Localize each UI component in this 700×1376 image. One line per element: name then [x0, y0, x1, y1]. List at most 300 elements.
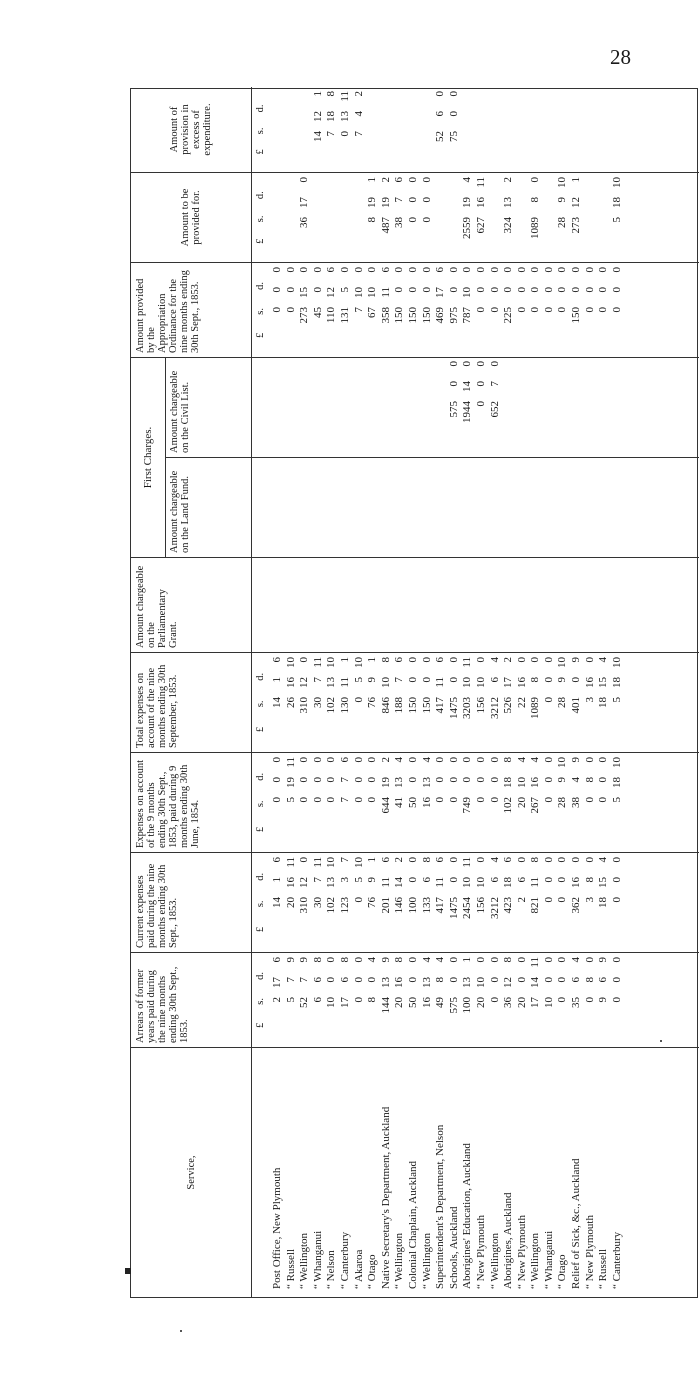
pence-value	[611, 91, 625, 111]
amount-cell	[529, 953, 543, 1047]
shillings-value: 0	[542, 287, 555, 293]
pence-value: 0	[515, 957, 528, 963]
pence-value: 0	[352, 267, 365, 273]
pounds-value: 575	[447, 401, 460, 418]
amount-cell	[570, 263, 584, 357]
col-expenses	[131, 752, 699, 852]
amount-cell	[489, 87, 503, 172]
civil-rows	[271, 357, 624, 457]
pounds-value: 3	[583, 897, 596, 903]
amount-cell	[271, 173, 285, 262]
pence-value: 1	[311, 91, 324, 97]
pounds-value: 0	[474, 307, 487, 313]
pounds-value: 0	[474, 401, 487, 407]
pence-value: 0	[420, 657, 433, 663]
pounds-value: 0	[474, 797, 487, 803]
pounds-value: 0	[542, 897, 555, 903]
shillings-value: 10	[474, 977, 487, 988]
shillings-value: 13	[461, 977, 474, 988]
pounds-value: 36	[502, 997, 515, 1008]
amount-cell	[556, 357, 570, 457]
shillings-value	[597, 197, 611, 217]
speck	[660, 1040, 662, 1042]
shillings-value: 10	[352, 287, 365, 298]
amount-cell	[366, 173, 380, 262]
shillings-value	[434, 381, 448, 401]
pence-value	[366, 91, 380, 111]
pounds-value: 7	[352, 131, 365, 137]
amount-cell	[298, 653, 312, 752]
pounds-value: 487	[379, 217, 392, 234]
pounds-value: 7	[325, 131, 338, 137]
service-label: Superintendent's Department, Nelson	[434, 1124, 447, 1289]
service-label: “ Russell	[597, 1248, 610, 1289]
amount-cell	[325, 653, 339, 752]
pounds-value	[271, 401, 285, 439]
pence-value: 0	[597, 757, 610, 763]
amount-cell	[285, 653, 299, 752]
pence-value: 8	[325, 91, 338, 97]
amount-cell	[489, 753, 503, 852]
shillings-value: 0	[406, 877, 419, 883]
pence-value: 8	[338, 957, 351, 963]
shillings-value: 10	[474, 877, 487, 888]
pounds-value: 644	[379, 797, 392, 814]
shillings-value: 8	[434, 977, 447, 983]
shillings-value: 10	[461, 877, 474, 888]
pence-value: 0	[271, 267, 283, 273]
amount-cell	[461, 653, 475, 752]
pounds-value: 26	[284, 697, 297, 708]
amount-cell	[271, 953, 285, 1047]
pounds-value: 10	[542, 997, 555, 1008]
pounds-value: 267	[529, 797, 542, 814]
pounds-value: 16	[420, 997, 433, 1008]
amount-cell	[366, 753, 380, 852]
pounds-value: 146	[393, 897, 406, 914]
amount-cell	[461, 173, 475, 262]
pounds-value: 2	[515, 897, 528, 903]
pence-value: 10	[284, 657, 297, 668]
amount-cell	[516, 87, 530, 172]
amount-cell	[556, 87, 570, 172]
amount-cell	[502, 263, 516, 357]
amount-cell	[353, 853, 367, 952]
shillings-value: 19	[379, 777, 392, 788]
pence-value: 0	[447, 857, 460, 863]
pounds-value: 1089	[529, 217, 542, 239]
amount-cell	[271, 87, 285, 172]
pounds-value: 0	[610, 997, 623, 1003]
pounds-value: 324	[502, 217, 515, 234]
pence-value	[325, 361, 339, 381]
shillings-value	[611, 111, 625, 131]
shillings-value	[570, 381, 584, 401]
shillings-value: 0	[570, 677, 583, 683]
pounds-value: 75	[447, 131, 460, 142]
shillings-value: 18	[610, 197, 623, 208]
pounds-value: 123	[338, 897, 351, 914]
shillings-value: 9	[366, 677, 379, 683]
margin-mark	[125, 1268, 131, 1274]
shillings-value: 5	[352, 677, 365, 683]
pounds-value: 22	[515, 697, 528, 708]
header-arrears: Arrears of former years paid during the nine months ending 30th Sept., 1853.	[135, 966, 190, 1043]
shillings-value: 7	[311, 877, 324, 883]
pounds-value: 16	[420, 797, 433, 808]
amount-cell	[502, 953, 516, 1047]
pence-value: 0	[461, 267, 474, 273]
amount-cell	[380, 853, 394, 952]
pence-value: 0	[610, 857, 623, 863]
amount-cell	[312, 87, 326, 172]
amount-cell	[312, 753, 326, 852]
shillings-value: 0	[325, 777, 338, 783]
pence-value: 6	[271, 957, 283, 963]
pounds-value: 0	[488, 307, 501, 313]
amount-cell	[543, 263, 557, 357]
shillings-value: 7	[298, 977, 311, 983]
amount-cell	[325, 87, 339, 172]
shillings-value	[421, 381, 435, 401]
amount-cell	[339, 953, 353, 1047]
shillings-value	[407, 381, 421, 401]
pence-value: 0	[583, 757, 596, 763]
pounds-value: 3212	[488, 697, 501, 719]
shillings-value: 10	[379, 677, 392, 688]
shillings-value	[325, 197, 339, 217]
pence-value: 0	[298, 757, 311, 763]
pence-value: 0	[406, 957, 419, 963]
pounds-value: 14	[271, 897, 283, 908]
pence-value: 0	[406, 757, 419, 763]
pounds-value	[366, 401, 380, 439]
pounds-value: 0	[556, 307, 569, 313]
shillings-value: 10	[366, 287, 379, 298]
amount-cell	[489, 853, 503, 952]
shillings-value: 11	[434, 677, 447, 688]
amount-cell	[597, 87, 611, 172]
amount-cell	[285, 953, 299, 1047]
pence-value: 10	[610, 177, 623, 188]
amount-cell	[461, 853, 475, 952]
col-civil-list	[165, 357, 699, 457]
pounds-value: 110	[325, 307, 338, 324]
amount-cell	[502, 87, 516, 172]
shillings-value	[285, 111, 299, 131]
pounds-value: 28	[556, 217, 569, 228]
shillings-value: 3	[338, 877, 351, 883]
service-label: “ Akaroa	[352, 1249, 365, 1289]
pounds-value	[393, 401, 407, 439]
shillings-value: 0	[447, 677, 460, 683]
pence-value	[516, 177, 530, 197]
shillings-value: 9	[556, 777, 569, 783]
pence-value	[584, 177, 598, 197]
amount-cell	[475, 853, 489, 952]
shillings-value: 0	[542, 677, 555, 683]
amount-cell	[475, 653, 489, 752]
pence-value: 6	[379, 267, 392, 273]
shillings-value: 0	[447, 777, 460, 783]
pence-value: 0	[461, 757, 474, 763]
pounds-value	[380, 401, 394, 439]
pounds-value: 20	[393, 997, 406, 1008]
shillings-value: 0	[352, 777, 365, 783]
amount-cell	[285, 173, 299, 262]
shillings-value: 19	[366, 197, 379, 208]
shillings-value: 16	[284, 677, 297, 688]
amount-cell	[285, 87, 299, 172]
shillings-value: 16	[583, 677, 596, 688]
amount-cell	[353, 357, 367, 457]
amount-cell	[489, 173, 503, 262]
amount-cell	[489, 357, 503, 457]
expenses-rows	[271, 753, 624, 852]
shillings-value	[516, 111, 530, 131]
pence-value: 7	[338, 857, 351, 863]
pence-value: 11	[529, 957, 542, 968]
amount-cell	[325, 173, 339, 262]
amount-cell	[448, 173, 462, 262]
pence-value: 0	[447, 361, 460, 367]
amount-cell	[516, 653, 530, 752]
pence-value: 0	[597, 267, 610, 273]
shillings-value: 8	[529, 197, 542, 203]
pence-value	[461, 91, 475, 111]
pounds-value: 3203	[461, 697, 474, 719]
amount-cell	[543, 953, 557, 1047]
header-current: Current expenses paid during the nine months ending 30th Sept., 1853.	[135, 863, 179, 948]
amount-cell	[516, 263, 530, 357]
pounds-value: 9	[597, 997, 610, 1003]
pence-value: 9	[284, 957, 297, 963]
pounds-value: 150	[406, 307, 419, 324]
amount-cell	[298, 853, 312, 952]
shillings-value	[489, 111, 503, 131]
pounds-value	[584, 217, 598, 255]
pence-value: 6	[393, 177, 406, 183]
shillings-value	[611, 381, 625, 401]
amount-cell	[380, 953, 394, 1047]
pounds-value	[516, 131, 530, 169]
shillings-value: 16	[515, 677, 528, 688]
pounds-value: 423	[502, 897, 515, 914]
shillings-value: 0	[488, 287, 501, 293]
shillings-value: 0	[406, 777, 419, 783]
pence-value: 0	[298, 657, 311, 663]
excess-rows	[271, 87, 624, 172]
service-label: Post Office, New Plymouth	[271, 1167, 283, 1289]
pounds-value: 0	[325, 797, 338, 803]
amount-cell	[407, 173, 421, 262]
pounds-value: 150	[570, 307, 583, 324]
pence-value	[271, 91, 285, 111]
col-total	[131, 652, 699, 752]
pence-value: 11	[284, 757, 297, 768]
pounds-value: 156	[474, 897, 487, 914]
amount-cell	[556, 653, 570, 752]
pounds-value: 0	[556, 897, 569, 903]
pounds-value: 749	[461, 797, 474, 814]
pounds-value: 2454	[461, 897, 474, 919]
pence-value: 8	[393, 957, 406, 963]
shillings-value: 13	[379, 977, 392, 988]
pence-value	[489, 177, 503, 197]
pence-value: 0	[474, 957, 487, 963]
shillings-value: 0	[434, 777, 447, 783]
pence-value	[475, 91, 489, 111]
pence-value	[597, 91, 611, 111]
amount-cell	[434, 357, 448, 457]
amount-cell	[502, 653, 516, 752]
pence-value: 0	[447, 757, 460, 763]
amount-cell	[448, 653, 462, 752]
pence-value: 1	[461, 957, 474, 963]
pence-value: 6	[434, 267, 447, 273]
shillings-value	[529, 111, 543, 131]
amount-cell	[584, 653, 598, 752]
pounds-value: 130	[338, 697, 351, 714]
amount-cell	[298, 173, 312, 262]
amount-cell	[366, 357, 380, 457]
amount-cell	[611, 173, 625, 262]
pounds-value	[421, 131, 435, 169]
pence-value: 6	[271, 657, 283, 663]
amount-cell	[271, 653, 285, 752]
pence-value: 10	[325, 857, 338, 868]
col-provided	[131, 262, 699, 357]
pence-value: 0	[556, 957, 569, 963]
shillings-value: 0	[610, 877, 623, 883]
pence-value	[448, 177, 462, 197]
amount-cell	[529, 853, 543, 952]
amount-cell	[285, 263, 299, 357]
pounds-value: 417	[434, 697, 447, 714]
amount-cell	[529, 357, 543, 457]
pence-value: 0	[298, 857, 311, 863]
service-label: “ New Plymouth	[474, 1215, 487, 1289]
shillings-value: 0	[488, 777, 501, 783]
pounds-value: 0	[366, 797, 379, 803]
shillings-value: 12	[311, 111, 324, 122]
service-label: “ Otago	[556, 1254, 569, 1289]
amount-cell	[421, 87, 435, 172]
shillings-value: 8	[583, 777, 596, 783]
shillings-value: 0	[542, 877, 555, 883]
pounds-value	[570, 131, 584, 169]
pence-value	[529, 361, 543, 381]
amount-cell	[339, 87, 353, 172]
pence-value	[611, 361, 625, 381]
pounds-value: 131	[338, 307, 351, 324]
service-label: “ Wellington	[420, 1232, 433, 1289]
shillings-value: 0	[420, 677, 433, 683]
pounds-value	[556, 401, 570, 439]
shillings-value: 0	[461, 777, 474, 783]
pence-value: 6	[434, 657, 447, 663]
amount-cell	[543, 853, 557, 952]
pounds-value: 20	[474, 997, 487, 1008]
pounds-value	[461, 131, 475, 169]
pounds-value: 0	[352, 797, 365, 803]
pounds-value	[393, 131, 407, 169]
amount-cell	[516, 753, 530, 852]
pence-value	[353, 361, 367, 381]
shillings-value: 0	[325, 977, 338, 983]
service-label: “ Russell	[284, 1248, 297, 1289]
pounds-value: 0	[529, 307, 542, 313]
shillings-value: 6	[570, 977, 583, 983]
pounds-value: 102	[502, 797, 515, 814]
shillings-value: 6	[434, 111, 447, 117]
shillings-value: 14	[529, 977, 542, 988]
pence-value: 2	[379, 177, 392, 183]
pence-value: 0	[515, 267, 528, 273]
shillings-value: 12	[298, 677, 311, 688]
pence-value: 0	[583, 657, 596, 663]
pence-value: 8	[420, 857, 433, 863]
shillings-value: 0	[515, 287, 528, 293]
pence-value: 11	[338, 91, 351, 102]
pence-value	[421, 91, 435, 111]
shillings-value	[393, 381, 407, 401]
pence-value: 0	[529, 177, 542, 183]
amount-cell	[339, 653, 353, 752]
pence-value: 2	[379, 757, 392, 763]
pence-value: 10	[610, 757, 623, 768]
amount-cell	[516, 953, 530, 1047]
amount-cell	[353, 173, 367, 262]
pounds-value: 8	[366, 217, 379, 223]
amount-cell	[556, 263, 570, 357]
service-rows	[271, 1048, 624, 1297]
pounds-value: 156	[474, 697, 487, 714]
pounds-value	[543, 217, 557, 255]
amount-cell	[325, 263, 339, 357]
pounds-value: 50	[406, 797, 419, 808]
shillings-value: 5	[338, 287, 351, 293]
shillings-value	[285, 197, 299, 217]
pence-value: 0	[338, 267, 351, 273]
pounds-value: 18	[597, 697, 610, 708]
amount-cell	[407, 263, 421, 357]
service-label: “ Canterbury	[610, 1231, 623, 1289]
amount-cell	[421, 953, 435, 1047]
shillings-value: 12	[325, 287, 338, 298]
amount-cell	[543, 87, 557, 172]
pounds-value: 102	[325, 697, 338, 714]
pence-value	[366, 361, 380, 381]
pence-value: 9	[379, 957, 392, 963]
shillings-value: 7	[284, 977, 297, 983]
shillings-value	[543, 381, 557, 401]
pence-value: 0	[474, 857, 487, 863]
pounds-value: 0	[488, 797, 501, 803]
pence-value: 8	[311, 957, 324, 963]
pounds-value: 0	[447, 797, 460, 803]
pence-value: 6	[271, 857, 283, 863]
amount-cell	[339, 263, 353, 357]
pence-value: 0	[420, 267, 433, 273]
pounds-value: 52	[434, 131, 447, 142]
amount-cell	[461, 263, 475, 357]
pounds-value	[584, 131, 598, 169]
shillings-value: 0	[502, 287, 515, 293]
pence-value: 0	[474, 267, 487, 273]
pence-value: 0	[311, 267, 324, 273]
shillings-value	[380, 381, 394, 401]
